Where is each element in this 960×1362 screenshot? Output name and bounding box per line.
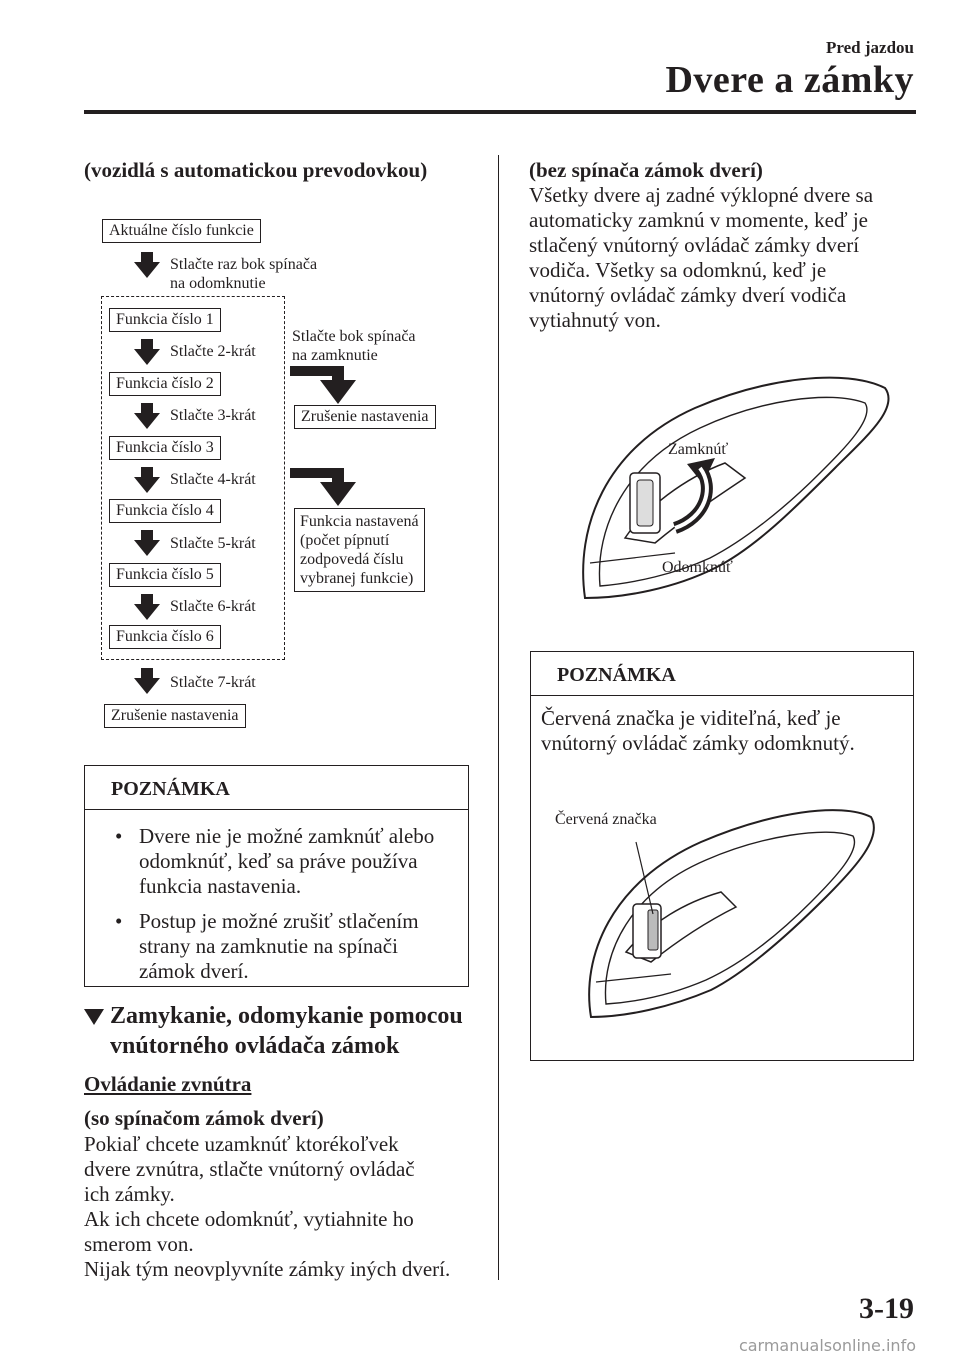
with-switch-heading: (so spínačom zámok dverí) — [84, 1106, 324, 1130]
down-arrow-icon — [134, 594, 160, 620]
down-arrow-icon — [134, 339, 160, 365]
right-paragraph — [529, 183, 873, 333]
note-title: POZNÁMKA — [531, 652, 913, 696]
paragraph-line: vodiča. Všetky sa odomknú, keď je — [529, 258, 827, 282]
function-set-line: zodpovedá číslu — [300, 551, 404, 568]
paragraph-line: vytiahnutý von. — [529, 308, 661, 332]
section-label: Pred jazdou — [826, 38, 914, 57]
bent-arrow-icon — [290, 468, 370, 506]
paragraph-line: Všetky dvere aj zadné výklopné dvere sa — [529, 183, 874, 207]
paragraph-line: Nijak tým neovplyvníte zámky iných dverí. — [84, 1257, 451, 1281]
function-box-6: Funkcia číslo 6 — [109, 625, 221, 649]
note-title: POZNÁMKA — [85, 766, 468, 810]
page-number: 3-19 — [859, 1292, 914, 1325]
note-box-left — [84, 765, 469, 987]
paragraph-line: ich zámky. — [84, 1182, 175, 1206]
current-function-box: Aktuálne číslo funkcie — [102, 219, 261, 243]
press-lock-label-2: na zamknutie — [292, 347, 378, 364]
press-unlock-label-2: na odomknutie — [170, 275, 266, 292]
note-item — [85, 824, 468, 899]
down-arrow-icon — [134, 530, 160, 556]
watermark: carmanualsonline.info — [738, 1336, 916, 1355]
page-title: Dvere a zámky — [665, 59, 914, 101]
note-box-right — [530, 651, 914, 1061]
note-line: Postup je možné zrušiť stlačením — [139, 909, 419, 933]
note-line: vnútorný ovládač zámky odomknutý. — [541, 731, 855, 755]
bullet-icon: • — [115, 824, 123, 848]
function-box-4: Funkcia číslo 4 — [109, 499, 221, 523]
press-count-6: Stlačte 6-krát — [170, 598, 256, 615]
note-text — [531, 696, 913, 756]
down-arrow-icon — [134, 403, 160, 429]
door-handle-red-mark-illustration — [571, 792, 891, 1042]
lock-label: Zamknúť — [668, 441, 729, 458]
note-line: zámok dverí. — [139, 959, 249, 983]
function-set-line: (počet pípnutí — [300, 532, 390, 549]
column-divider — [498, 155, 499, 1280]
paragraph-line: Ak ich chcete odomknúť, vytiahnite ho — [84, 1207, 414, 1231]
paragraph-line: smerom von. — [84, 1232, 194, 1256]
paragraph-line: automaticky zamknú v momente, keď je — [529, 208, 868, 232]
subsection-title: Ovládanie zvnútra — [84, 1072, 252, 1096]
press-count-4: Stlačte 4-krát — [170, 471, 256, 488]
bullet-icon: • — [115, 909, 123, 933]
note-line: Červená značka je viditeľná, keď je — [541, 706, 841, 730]
header-rule — [84, 110, 916, 114]
note-line: funkcia nastavenia. — [139, 874, 302, 898]
triangle-down-icon — [84, 1009, 104, 1025]
press-count-5: Stlačte 5-krát — [170, 535, 256, 552]
left-subheading: (vozidlá s automatickou prevodovkou) — [84, 158, 428, 182]
function-box-1: Funkcia číslo 1 — [109, 308, 221, 332]
red-mark-label: Červená značka — [555, 811, 657, 828]
press-count-7: Stlačte 7-krát — [170, 674, 256, 691]
press-count-3: Stlačte 3-krát — [170, 407, 256, 424]
down-arrow-icon — [134, 252, 160, 278]
function-box-3: Funkcia číslo 3 — [109, 436, 221, 460]
paragraph-line: vnútorný ovládač zámky dverí vodiča — [529, 283, 847, 307]
left-paragraph — [84, 1132, 450, 1282]
section-heading — [84, 1001, 463, 1061]
function-box-5: Funkcia číslo 5 — [109, 563, 221, 587]
right-heading: (bez spínača zámok dverí) — [529, 158, 763, 182]
function-box-2: Funkcia číslo 2 — [109, 372, 221, 396]
section-title-line: Zamykanie, odomykanie pomocou — [110, 1003, 463, 1029]
note-item — [85, 909, 468, 984]
press-unlock-label-1: Stlačte raz bok spínača — [170, 256, 318, 273]
down-arrow-icon — [134, 467, 160, 493]
down-arrow-icon — [134, 668, 160, 694]
press-lock-label-1: Stlačte bok spínača — [292, 328, 416, 345]
paragraph-line: dvere zvnútra, stlačte vnútorný ovládač — [84, 1157, 415, 1181]
door-handle-lock-illustration — [565, 368, 905, 618]
function-set-line: Funkcia nastavená — [300, 513, 419, 530]
press-count-2: Stlačte 2-krát — [170, 343, 256, 360]
paragraph-line: Pokiaľ chcete uzamknúť ktorékoľvek — [84, 1132, 399, 1156]
note-line: Dvere nie je možné zamknúť alebo — [139, 824, 435, 848]
unlock-label: Odomknúť — [662, 559, 733, 576]
note-line: odomknúť, keď sa práve používa — [139, 849, 418, 873]
function-set-box — [294, 508, 425, 592]
section-title-line: vnútorného ovládača zámok — [110, 1033, 400, 1059]
cancel-setting-box-right: Zrušenie nastavenia — [294, 405, 436, 429]
function-set-line: vybranej funkcie) — [300, 570, 414, 587]
note-line: strany na zamknutie na spínači — [139, 934, 398, 958]
paragraph-line: stlačený vnútorný ovládač zámky dverí — [529, 233, 860, 257]
cancel-setting-box-bottom: Zrušenie nastavenia — [104, 704, 246, 728]
bent-arrow-icon — [290, 366, 370, 404]
